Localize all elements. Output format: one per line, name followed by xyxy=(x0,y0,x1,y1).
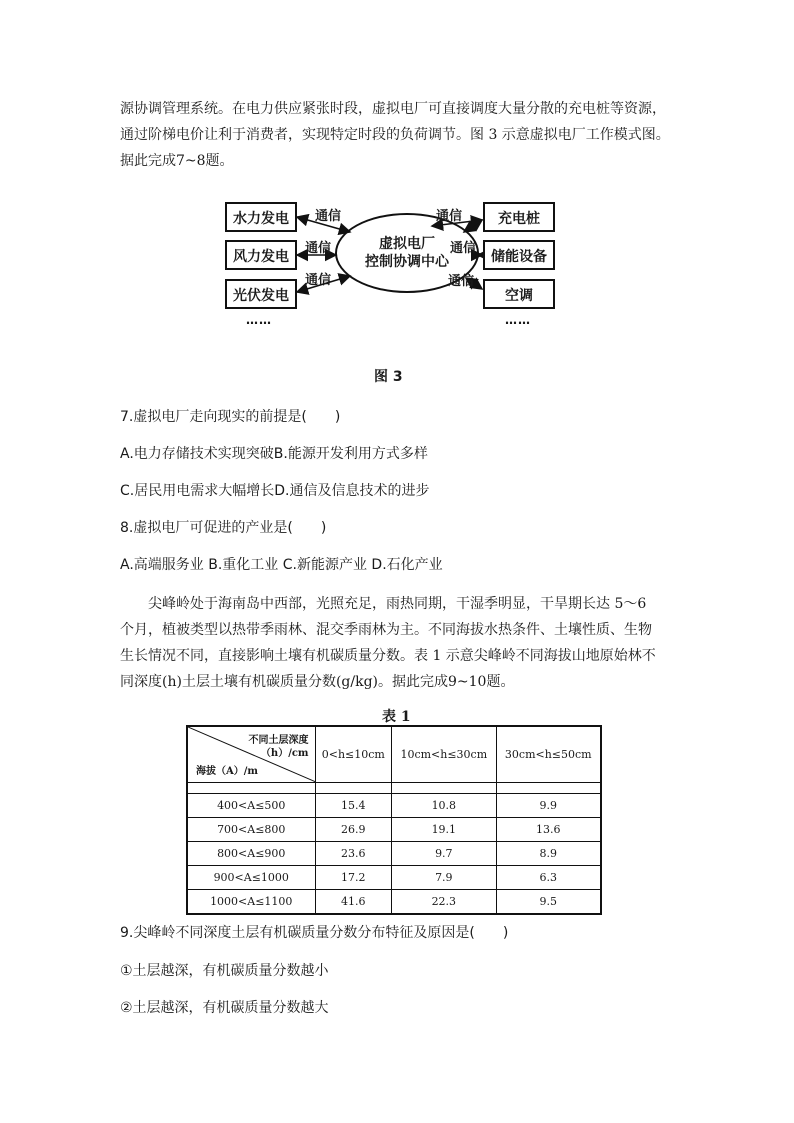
box-hydro-power: 水力发电 xyxy=(225,202,297,232)
table-corner-cell xyxy=(187,726,315,783)
altitude-cell: 400<A≤500 xyxy=(187,794,315,818)
value-cell: 23.6 xyxy=(315,842,392,866)
corner-depth-label: 不同土层深度 xyxy=(248,735,309,746)
value-cell: 15.4 xyxy=(315,794,392,818)
box-wind-power: 风力发电 xyxy=(225,240,297,270)
q9-item-1: ①土层越深，有机碳质量分数越小 xyxy=(120,963,329,979)
passage2-line-3: 生长情况不同，直接影响土壤有机碳质量分数。表 1 示意尖峰岭不同海拔山地原始林不 xyxy=(120,648,656,664)
value-cell: 22.3 xyxy=(392,890,496,915)
value-cell: 19.1 xyxy=(392,818,496,842)
label-comm-4: 通信 xyxy=(436,209,463,224)
table-row xyxy=(187,866,601,890)
passage2-line-2: 个月，植被类型以热带季雨林、混交季雨林为主。不同海拔水热条件、土壤性质、生物 xyxy=(120,622,652,638)
corner-depth-unit: （h）/cm xyxy=(260,748,309,759)
table-row xyxy=(187,794,601,818)
intro-line-1: 源协调管理系统。在电力供应紧张时段，虚拟电厂可直接调度大量分散的充电桩等资源， xyxy=(120,101,666,117)
value-cell: 10.8 xyxy=(392,794,496,818)
value-cell: 9.9 xyxy=(496,794,601,818)
label-comm-1: 通信 xyxy=(315,209,342,224)
intro-line-2: 通过阶梯电价让利于消费者，实现特定时段的负荷调节。图 3 示意虚拟电厂工作模式图。 xyxy=(120,127,670,143)
intro-line-3: 据此完成7~8题。 xyxy=(120,153,234,169)
table-header-row xyxy=(187,726,601,783)
box-charging-pile: 充电桩 xyxy=(483,202,555,232)
label-comm-6: 通信 xyxy=(448,274,475,289)
q9-stem: 9.尖峰岭不同深度土层有机碳质量分数分布特征及原因是( ) xyxy=(120,925,509,941)
box-air-conditioner: 空调 xyxy=(483,279,555,309)
table-caption: 表 1 xyxy=(382,709,411,725)
label-comm-3: 通信 xyxy=(305,273,332,288)
value-cell: 9.7 xyxy=(392,842,496,866)
q7-options-ab: A.电力存储技术实现突破B.能源开发利用方式多样 xyxy=(120,446,428,462)
figure-caption: 图 3 xyxy=(374,369,403,385)
q7-options-cd: C.居民用电需求大幅增长D.通信及信息技术的进步 xyxy=(120,483,430,499)
col-header-10-30: 10cm<h≤30cm xyxy=(392,726,496,783)
altitude-cell: 800<A≤900 xyxy=(187,842,315,866)
label-comm-2: 通信 xyxy=(305,241,332,256)
col-header-0-10: 0<h≤10cm xyxy=(315,726,392,783)
value-cell: 26.9 xyxy=(315,818,392,842)
value-cell: 13.6 xyxy=(496,818,601,842)
left-ellipsis: …… xyxy=(246,313,272,327)
q9-item-2: ②土层越深，有机碳质量分数越大 xyxy=(120,1000,329,1016)
center-title-line-2: 控制协调中心 xyxy=(365,254,449,270)
q7-stem: 7.虚拟电厂走向现实的前提是( ) xyxy=(120,409,341,425)
q8-stem: 8.虚拟电厂可促进的产业是( ) xyxy=(120,520,327,536)
value-cell: 41.6 xyxy=(315,890,392,915)
value-cell: 6.3 xyxy=(496,866,601,890)
col-header-30-50: 30cm<h≤50cm xyxy=(496,726,601,783)
corner-altitude-label: 海拔（A）/m xyxy=(196,766,258,777)
soil-carbon-table xyxy=(186,725,602,915)
table-row xyxy=(187,842,601,866)
passage2-line-1: 尖峰岭处于海南岛中西部，光照充足，雨热同期，干湿季明显，干旱期长达 5～6 xyxy=(148,596,647,612)
altitude-cell: 700<A≤800 xyxy=(187,818,315,842)
right-ellipsis: …… xyxy=(505,313,531,327)
table-row xyxy=(187,818,601,842)
label-comm-5: 通信 xyxy=(450,241,477,256)
table-spacer-row xyxy=(187,783,601,794)
altitude-cell: 1000<A≤1100 xyxy=(187,890,315,915)
box-solar-power: 光伏发电 xyxy=(225,279,297,309)
table-row xyxy=(187,890,601,915)
value-cell: 17.2 xyxy=(315,866,392,890)
value-cell: 8.9 xyxy=(496,842,601,866)
passage2-line-4: 同深度(h)土层土壤有机碳质量分数(g/kg)。据此完成9~10题。 xyxy=(120,674,515,690)
value-cell: 7.9 xyxy=(392,866,496,890)
value-cell: 9.5 xyxy=(496,890,601,915)
center-title-line-1: 虚拟电厂 xyxy=(379,236,435,252)
altitude-cell: 900<A≤1000 xyxy=(187,866,315,890)
diagram-arrows xyxy=(0,0,794,400)
q8-options: A.高端服务业 B.重化工业 C.新能源产业 D.石化产业 xyxy=(120,557,443,573)
box-storage-device: 储能设备 xyxy=(483,240,555,270)
